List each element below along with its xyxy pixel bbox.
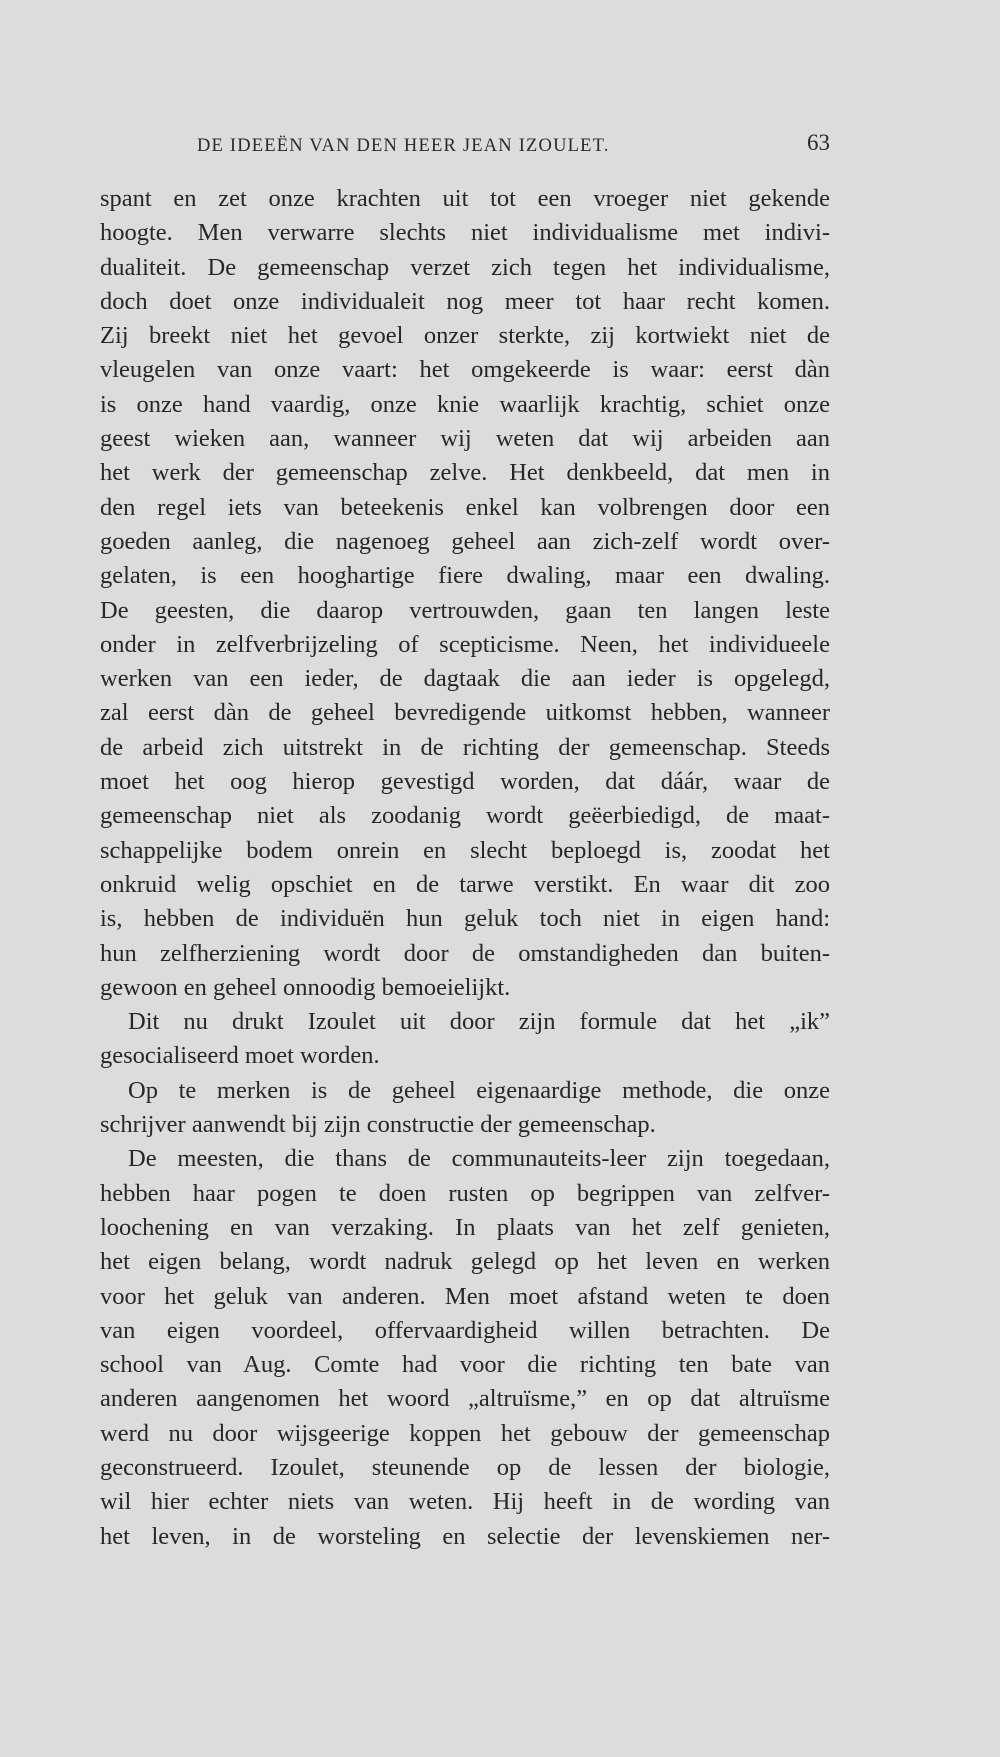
- text-line: gewoon en geheel onnoodig bemoeielijkt.: [100, 973, 511, 1001]
- text-line: spant en zet onze krachten uit tot een vroeger niet gekende: [100, 185, 830, 212]
- text-line: gemeenschap niet als zoodanig wordt geëerbiedigd, de maat-: [100, 802, 830, 830]
- text-line: Op te merken is de geheel eigenaardige methode, die onze: [128, 1076, 830, 1104]
- text-line: is, hebben de individuën hun geluk toch niet in eigen hand:: [100, 905, 830, 933]
- text-line: onkruid welig opschiet en de tarwe verstikt. En waar dit zoo: [100, 870, 830, 898]
- text-line: het leven, in de worsteling en selectie der levenskiemen ner-: [100, 1522, 830, 1550]
- text-line: wil hier echter niets van weten. Hij heeft in de wording van: [100, 1488, 830, 1516]
- page-number: 63: [807, 130, 830, 155]
- text-line: is onze hand vaardig, onze knie waarlijk krachtig, schiet onze: [100, 390, 830, 418]
- text-line: geconstrueerd. Izoulet, steunende op de lessen der biologie,: [100, 1453, 830, 1481]
- text-line: geest wieken aan, wanneer wij weten dat wij arbeiden aan: [100, 425, 830, 453]
- text-line: werd nu door wijsgeerige koppen het gebouw der gemeenschap: [100, 1419, 830, 1447]
- text-line: hun zelfherziening wordt door de omstandigheden dan buiten-: [100, 939, 830, 967]
- text-line: hoogte. Men verwarre slechts niet individualisme met indivi-: [100, 219, 830, 247]
- text-line: schappelijke bodem onrein en slecht beploegd is, zoodat het: [100, 836, 830, 864]
- text-line: zal eerst dàn de geheel bevredigende uitkomst hebben, wanneer: [100, 699, 830, 727]
- text-line: vleugelen van onze vaart: het omgekeerde is waar: eerst dàn: [100, 356, 830, 384]
- page-header: [100, 130, 830, 160]
- text-line: loochening en van verzaking. In plaats van het zelf genieten,: [100, 1213, 830, 1241]
- text-line: werken van een ieder, de dagtaak die aan ieder is opgelegd,: [100, 665, 830, 693]
- text-line: moet het oog hierop gevestigd worden, dat dáár, waar de: [100, 768, 830, 796]
- text-line: De geesten, die daarop vertrouwden, gaan ten langen leste: [100, 596, 830, 624]
- body-text: [100, 182, 830, 1554]
- text-line: Zij breekt niet het gevoel onzer sterkte, zij kortwiekt niet de: [100, 322, 830, 350]
- text-line: doch doet onze individualeit nog meer tot haar recht komen.: [100, 287, 830, 315]
- text-line: het werk der gemeenschap zelve. Het denkbeeld, dat men in: [100, 459, 830, 487]
- text-line: van eigen voordeel, offervaardigheid willen betrachten. De: [100, 1316, 830, 1344]
- text-line: dualiteit. De gemeenschap verzet zich tegen het individualisme,: [100, 253, 830, 281]
- text-line: goeden aanleg, die nagenoeg geheel aan zich-zelf wordt over-: [100, 527, 830, 555]
- text-line: den regel iets van beteekenis enkel kan volbrengen door een: [100, 493, 830, 521]
- text-line: het eigen belang, wordt nadruk gelegd op het leven en werken: [100, 1248, 830, 1276]
- text-line: hebben haar pogen te doen rusten op begrippen van zelfver-: [100, 1179, 830, 1207]
- text-line: de arbeid zich uitstrekt in de richting der gemeenschap. Steeds: [100, 733, 830, 761]
- text-line: school van Aug. Comte had voor die richting ten bate van: [100, 1351, 830, 1379]
- text-line: schrijver aanwendt bij zijn constructie der gemeenschap.: [100, 1111, 656, 1139]
- text-line: gelaten, is een hooghartige fiere dwaling, maar een dwaling.: [100, 562, 830, 590]
- text-line: gesocialiseerd moet worden.: [100, 1042, 380, 1070]
- running-title: DE IDEEËN VAN DEN HEER JEAN IZOULET.: [197, 136, 610, 156]
- text-line: Dit nu drukt Izoulet uit door zijn formule dat het „ik”: [128, 1008, 830, 1036]
- text-line: voor het geluk van anderen. Men moet afstand weten te doen: [100, 1282, 830, 1310]
- text-line: De meesten, die thans de communauteits-leer zijn toegedaan,: [128, 1145, 830, 1173]
- text-line: onder in zelfverbrijzeling of scepticisme. Neen, het individueele: [100, 630, 830, 658]
- text-line: anderen aangenomen het woord „altruïsme,” en op dat altruïsme: [100, 1385, 830, 1413]
